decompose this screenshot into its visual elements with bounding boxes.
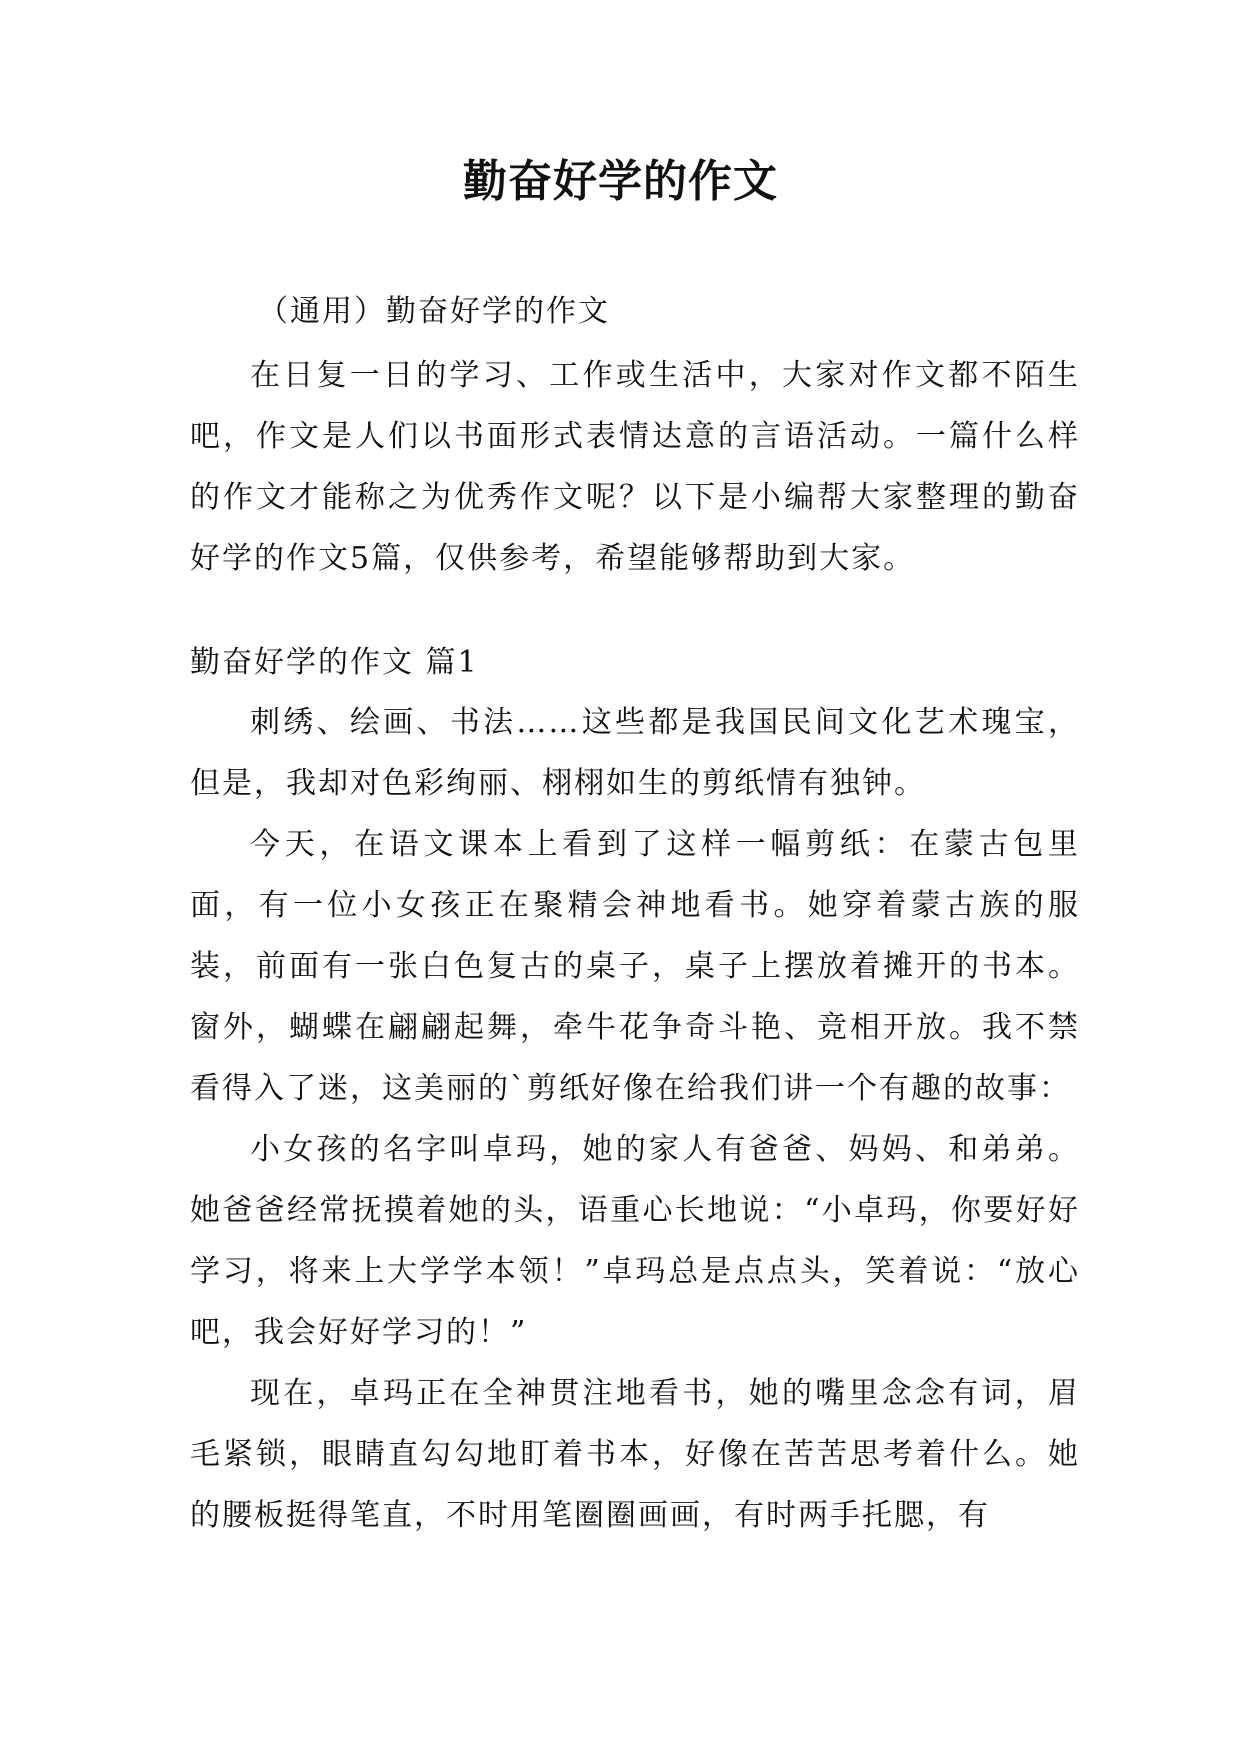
document-title: 勤奋好学的作文 (463, 156, 778, 207)
essay-body (190, 692, 1080, 1546)
document-subtitle: （通用）勤奋好学的作文 (258, 294, 610, 329)
essay-paragraph-3: 小女孩的名字叫卓玛，她的家人有爸爸、妈妈、和弟弟。她爸爸经常抚摸着她的头，语重心长地说：“小卓玛，你要好好学习，将来上大学学本领！”卓玛总是点点头，笑着说：“放心吧，我会好好学习的！” (190, 1132, 1080, 1350)
section-heading: 勤奋好学的作文 篇1 (190, 645, 479, 680)
essay-paragraph-2: 今天，在语文课本上看到了这样一幅剪纸：在蒙古包里面，有一位小女孩正在聚精会神地看书。她穿着蒙古族的服装，前面有一张白色复古的桌子，桌子上摆放着摊开的书本。窗外，蝴蝶在翩翩起舞，牵牛花争奇斗艳、竞相开放。我不禁看得入了迷，这美丽的`剪纸好像在给我们讲一个有趣的故事： (190, 827, 1080, 1106)
intro-paragraph: 在日复一日的学习、工作或生活中，大家对作文都不陌生吧，作文是人们以书面形式表情达意的言语活动。一篇什么样的作文才能称之为优秀作文呢？以下是小编帮大家整理的勤奋好学的作文5篇，仅供参考，希望能够帮助到大家。 (190, 358, 1080, 576)
intro-section (190, 345, 1080, 589)
essay-paragraph-1: 刺绣、绘画、书法……这些都是我国民间文化艺术瑰宝，但是，我却对色彩绚丽、栩栩如生的剪纸情有独钟。 (190, 705, 1080, 801)
essay-paragraph-4: 现在，卓玛正在全神贯注地看书，她的嘴里念念有词，眉毛紧锁，眼睛直勾勾地盯着书本，好像在苦苦思考着什么。她的腰板挺得笔直，不时用笔圈圈画画，有时两手托腮，有 (190, 1376, 1080, 1533)
